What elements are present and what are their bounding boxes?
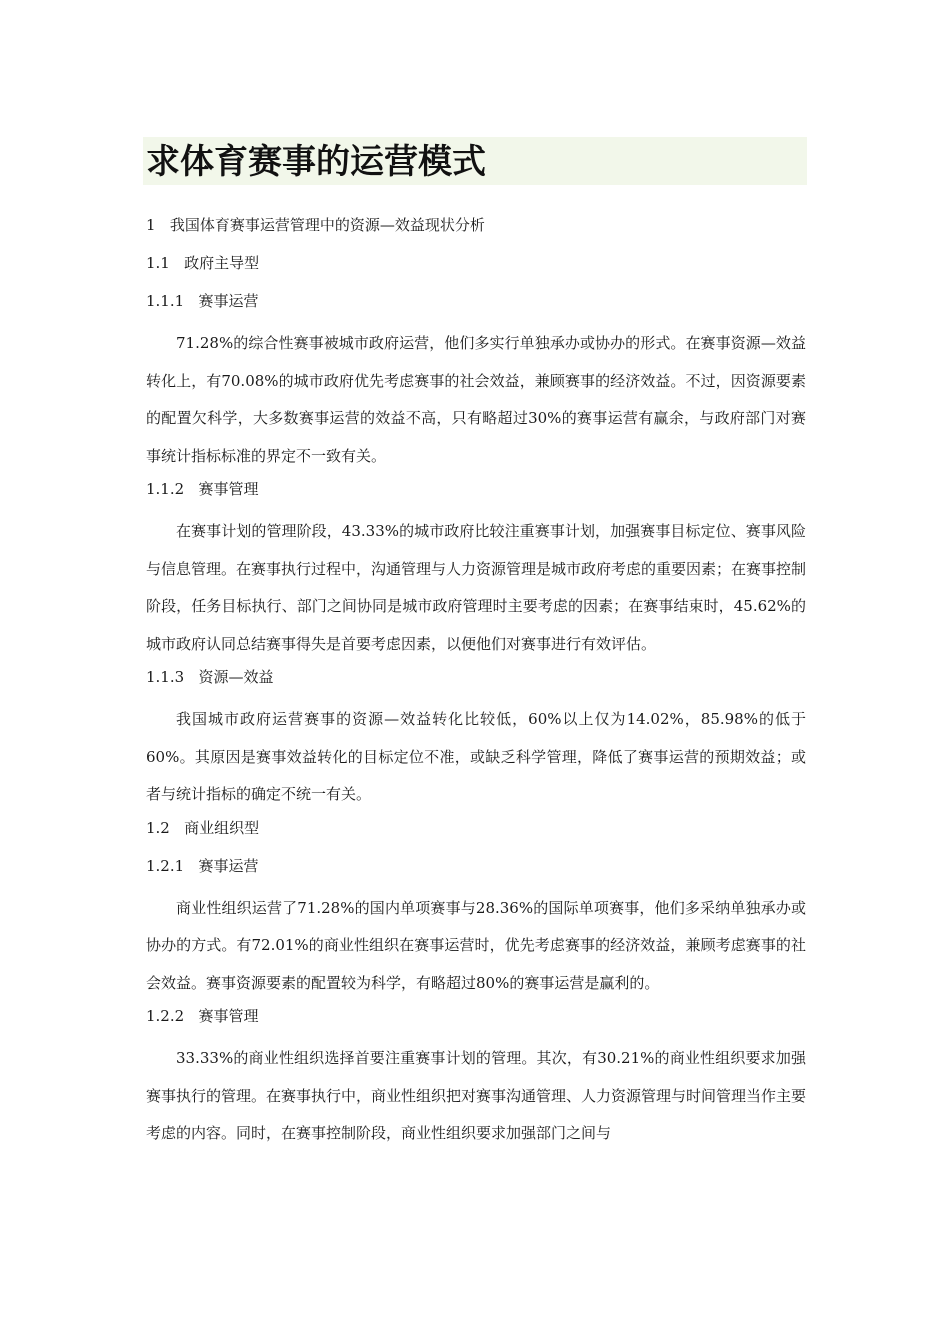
section-heading: 1.1.3 资源—效益 xyxy=(146,668,274,686)
body-paragraph: 商业性组织运营了71.28%的国内单项赛事与28.36%的国际单项赛事，他们多采纳单独承办或协办的方式。有72.01%的商业性组织在赛事运营时，优先考虑赛事的经济效益，兼顾考虑赛事的社会效益。赛事资源要素的配置较为科学，有略超过80%的赛事运营是赢利的。 xyxy=(146,898,806,992)
document-title: 求体育赛事的运营模式 xyxy=(146,142,486,182)
body-paragraph: 我国城市政府运营赛事的资源—效益转化比较低，60%以上仅为14.02%，85.98%的低于60%。其原因是赛事效益转化的目标定位不准，或缺乏科学管理，降低了赛事运营的预期效益；或者与统计指标的确定不统一有关。 xyxy=(146,710,806,803)
section-heading: 1.2.2 赛事管理 xyxy=(146,1007,259,1025)
section-heading: 1.1.2 赛事管理 xyxy=(146,480,259,498)
section-heading: 1.2.1 赛事运营 xyxy=(146,856,259,875)
section-heading: 1.1.1 赛事运营 xyxy=(146,292,259,310)
section-heading: 1.2 商业组织型 xyxy=(146,818,260,837)
section-heading: 1 我国体育赛事运营管理中的资源—效益现状分析 xyxy=(146,216,485,234)
body-paragraph: 在赛事计划的管理阶段，43.33%的城市政府比较注重赛事计划，加强赛事目标定位、赛事风险与信息管理。在赛事执行过程中，沟通管理与人力资源管理是城市政府考虑的重要因素；在赛事控制阶段，任务目标执行、部门之间协同是城市政府管理时主要考虑的因素；在赛事结束时，45.62%的城市政府认同总结赛事得失是首要考虑因素，以便他们对赛事进行有效评估。 xyxy=(146,522,807,653)
section-heading: 1.1 政府主导型 xyxy=(146,254,260,272)
body-paragraph: 33.33%的商业性组织选择首要注重赛事计划的管理。其次，有30.21%的商业性组织要求加强赛事执行的管理。在赛事执行中，商业性组织把对赛事沟通管理、人力资源管理与时间管理当作主要考虑的内容。同时，在赛事控制阶段，商业性组织要求加强部门之间与 xyxy=(146,1049,807,1142)
document-body xyxy=(146,211,806,1153)
body-paragraph: 71.28%的综合性赛事被城市政府运营，他们多实行单独承办或协办的形式。在赛事资源—效益转化上，有70.08%的城市政府优先考虑赛事的社会效益，兼顾赛事的经济效益。不过，因资源要素的配置欠科学，大多数赛事运营的效益不高，只有略超过30%的赛事运营有赢余，与政府部门对赛事统计指标标准的界定不一致有关。 xyxy=(146,334,806,465)
